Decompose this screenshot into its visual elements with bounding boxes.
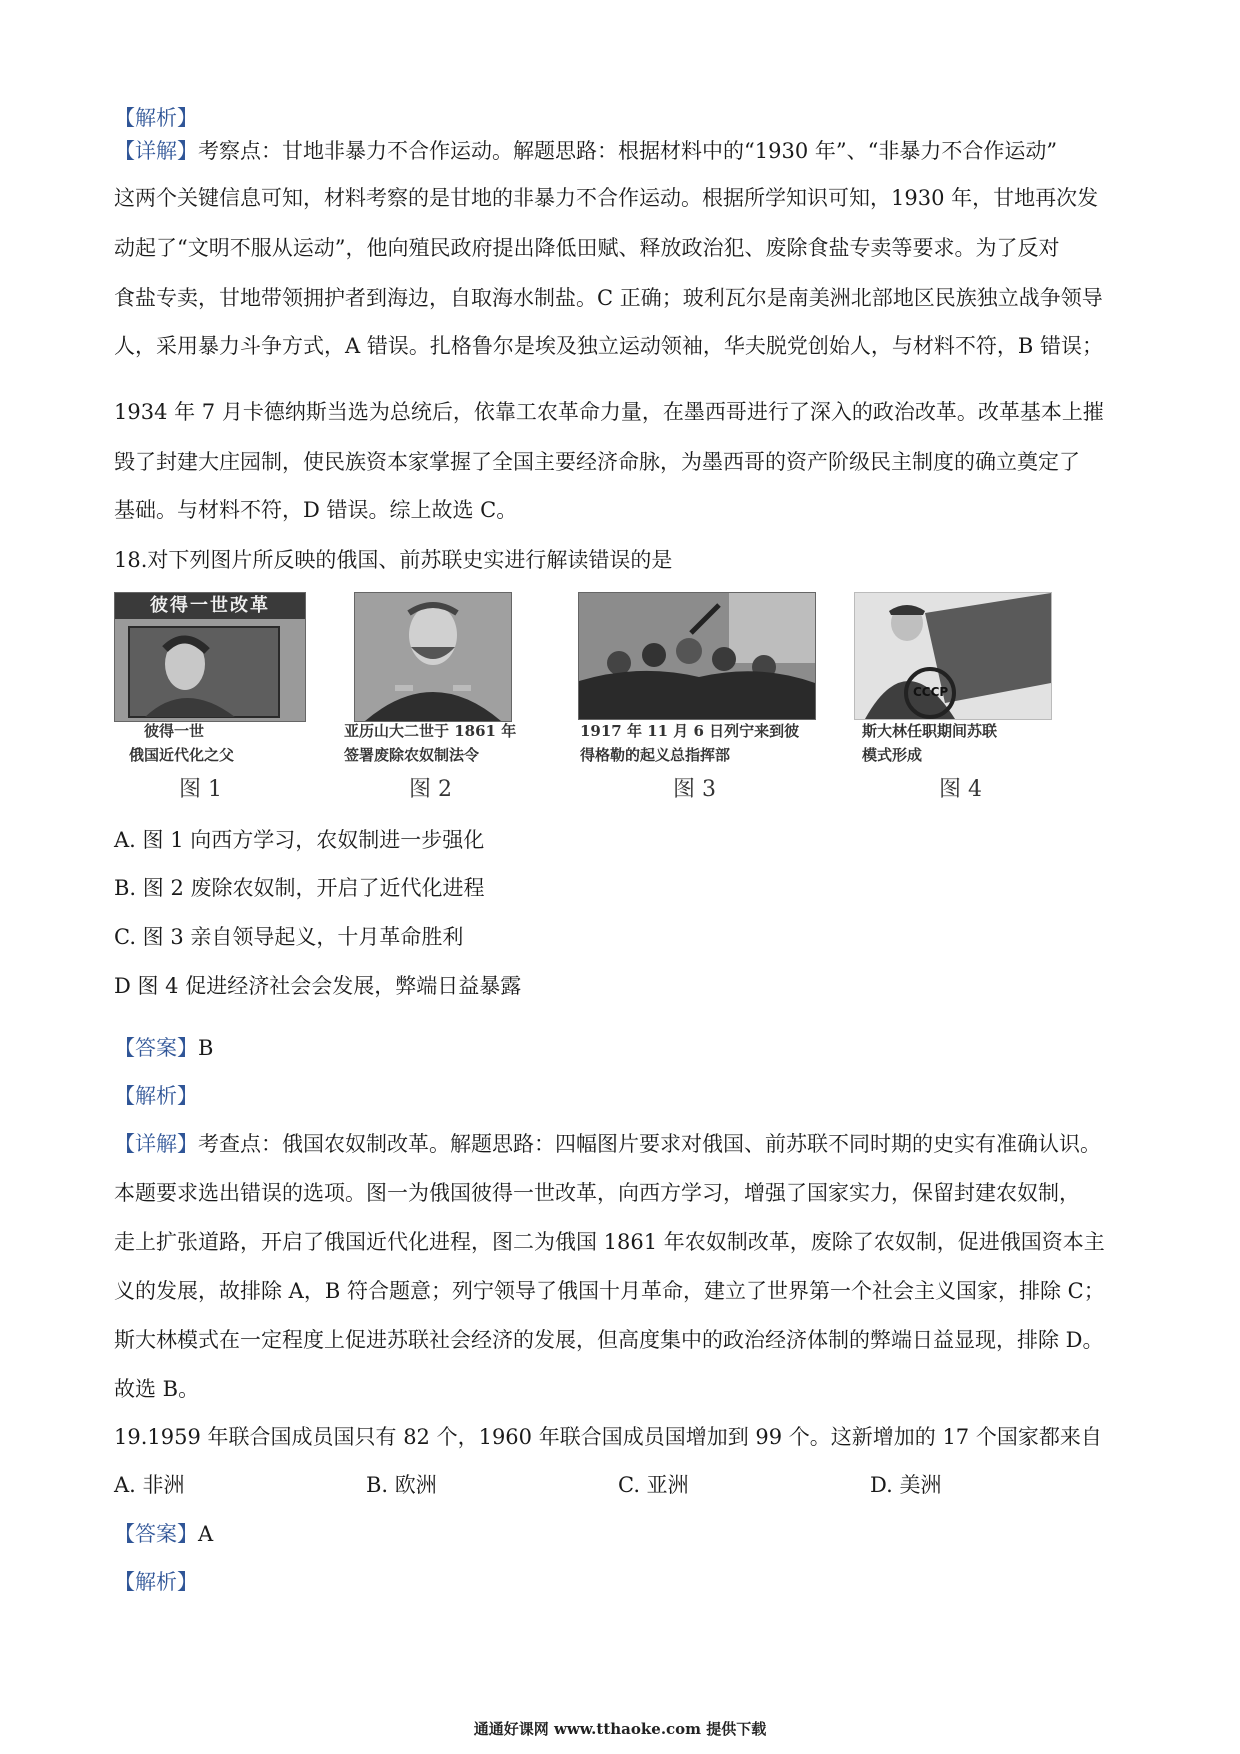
figure-4-image — [854, 592, 1052, 720]
q19-option-d: D. 美洲 — [870, 1473, 942, 1497]
jiexi-label-1: 【解析】 — [114, 106, 198, 130]
figure-4-badge: CCCP — [913, 685, 949, 699]
detail-line — [114, 136, 1124, 166]
q19-option-a: A. 非洲 — [114, 1473, 185, 1497]
option-c: C. 图 3 亲自领导起义，十月革命胜利 — [114, 925, 464, 949]
figure-3-image — [578, 592, 816, 720]
q19-option-b: B. 欧洲 — [366, 1473, 437, 1497]
figure-1-image — [114, 592, 306, 722]
answer-19: A — [198, 1522, 214, 1546]
detail-line: 走上扩张道路，开启了俄国近代化进程，图二为俄国 1861 年农奴制改革，废除了农奴制，促进俄国资本主 — [114, 1230, 1105, 1254]
option-a: A. 图 1 向西方学习，农奴制进一步强化 — [114, 828, 485, 852]
figure-1-caption-1: 彼得一世 — [144, 722, 205, 740]
figure-4-label: 图 4 — [939, 777, 982, 802]
figure-2-label: 图 2 — [409, 777, 452, 802]
jiexi-label-19: 【解析】 — [114, 1570, 198, 1594]
figure-1-label: 图 1 — [179, 777, 222, 802]
detail-line: 本题要求选出错误的选项。图一为俄国彼得一世改革，向西方学习，增强了国家实力，保留封建农奴制， — [114, 1181, 1080, 1205]
figure-2-caption-1: 亚历山大二世于 1861 年 — [344, 722, 517, 740]
figure-2-caption-2: 签署废除农奴制法令 — [344, 746, 480, 764]
detail-line: 义的发展，故排除 A，B 符合题意；列宁领导了俄国十月革命，建立了世界第一个社会主义国家，排除 C； — [114, 1279, 1105, 1303]
page-footer: 通通好课网 www.tthaoke.com 提供下载 — [473, 1720, 767, 1738]
detail-text: 考查点：俄国农奴制改革。解题思路：四幅图片要求对俄国、前苏联不同时期的史实有准确认识。 — [198, 1132, 1101, 1156]
xiangjie-label-1: 【详解】 — [114, 139, 198, 163]
figure-4-caption-2: 模式形成 — [862, 746, 923, 764]
detail-line: 毁了封建大庄园制，使民族资本家掌握了全国主要经济命脉，为墨西哥的资产阶级民主制度的确立奠定了 — [114, 450, 1080, 474]
q19-option-c: C. 亚洲 — [618, 1473, 689, 1497]
jiexi-label-18: 【解析】 — [114, 1084, 198, 1108]
detail-line: 基础。与材料不符，D 错误。综上故选 C。 — [114, 498, 518, 522]
figure-2-image — [354, 592, 512, 722]
detail-line — [114, 1129, 1124, 1159]
answer-line-18 — [114, 1033, 1124, 1063]
question-19-stem: 19.1959 年联合国成员国只有 82 个，1960 年联合国成员国增加到 99 个。这新增加的 17 个国家都来自 — [114, 1425, 1102, 1449]
detail-line: 这两个关键信息可知，材料考察的是甘地的非暴力不合作运动。根据所学知识可知，1930 年，甘地再次发 — [114, 186, 1099, 210]
figure-3-label: 图 3 — [673, 777, 716, 802]
figure-row — [114, 592, 1074, 808]
answer-label-18: 【答案】 — [114, 1036, 198, 1060]
figure-1-caption-2: 俄国近代化之父 — [129, 746, 235, 764]
option-b: B. 图 2 废除农奴制，开启了近代化进程 — [114, 876, 485, 900]
detail-line: 食盐专卖，甘地带领拥护者到海边，自取海水制盐。C 正确；玻利瓦尔是南美洲北部地区民族独立战争领导 — [114, 286, 1103, 310]
detail-line: 1934 年 7 月卡德纳斯当选为总统后，依靠工农革命力量，在墨西哥进行了深入的政治改革。改革基本上摧 — [114, 400, 1104, 424]
answer-label-19: 【答案】 — [114, 1522, 198, 1546]
figure-3-caption-2: 得格勒的起义总指挥部 — [580, 746, 731, 764]
detail-line: 故选 B。 — [114, 1377, 200, 1401]
figure-4-caption-1: 斯大林任职期间苏联 — [862, 722, 998, 740]
xiangjie-label-18: 【详解】 — [114, 1132, 198, 1156]
detail-line: 斯大林模式在一定程度上促进苏联社会经济的发展，但高度集中的政治经济体制的弊端日益显现，排除 D。 — [114, 1328, 1104, 1352]
answer-line-19 — [114, 1519, 1124, 1549]
detail-line: 人，采用暴力斗争方式，A 错误。扎格鲁尔是埃及独立运动领袖，华夫脱党创始人，与材料不符，B 错误； — [114, 334, 1103, 358]
answer-18: B — [198, 1036, 214, 1060]
detail-line: 动起了“文明不服从运动”，他向殖民政府提出降低田赋、释放政治犯、废除食盐专卖等要求。为了反对 — [114, 236, 1060, 260]
figure-1-banner: 彼得一世改革 — [115, 593, 305, 619]
option-d: D 图 4 促进经济社会会发展，弊端日益暴露 — [114, 974, 522, 998]
detail-text: 考察点：甘地非暴力不合作运动。解题思路：根据材料中的“1930 年”、“非暴力不合作运动” — [198, 139, 1058, 163]
figure-3-caption-1: 1917 年 11 月 6 日列宁来到彼 — [580, 722, 800, 740]
question-18-stem: 18.对下列图片所反映的俄国、前苏联史实进行解读错误的是 — [114, 548, 673, 572]
